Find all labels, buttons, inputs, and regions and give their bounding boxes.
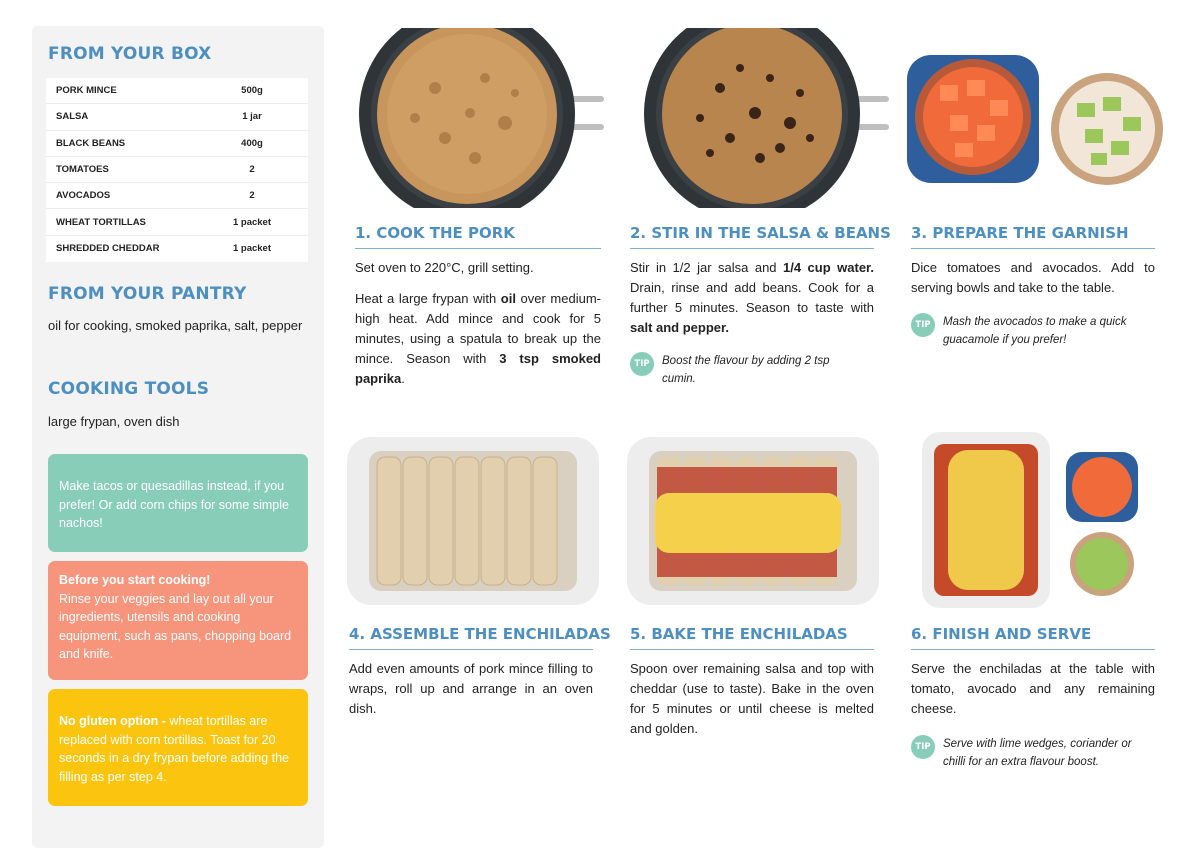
step-2-text-part: Stir in 1/2 jar salsa and — [630, 260, 784, 275]
before-cooking-note — [48, 561, 308, 680]
step-4-text — [349, 659, 593, 730]
before-cooking-heading: Before you start cooking! — [59, 573, 211, 587]
step-1-text — [355, 258, 601, 400]
gluten-note — [48, 689, 308, 806]
step-3-para-1: Dice tomatoes and avocados. Add to serving bowls and take to the table. — [911, 260, 1155, 295]
step-1-text-part: . — [401, 371, 405, 386]
tip-badge-icon: TIP — [911, 735, 935, 759]
step-6-title: 6. FINISH AND SERVE — [911, 625, 1155, 650]
ingredient-name: AVOCADOS — [56, 190, 111, 202]
step-2-title: 2. STIR IN THE SALSA & BEANS — [630, 224, 874, 249]
step-4-para-1: Add even amounts of pork mince filling to wraps, roll up and arrange in an oven dish. — [349, 661, 593, 716]
finished-enchiladas-photo — [920, 430, 1145, 610]
ingredient-name: SHREDDED CHEDDAR — [56, 243, 160, 255]
pantry-title: FROM YOUR PANTRY — [48, 284, 247, 304]
step-5-para-1: Spoon over remaining salsa and top with cheddar (use to taste). Bake in the oven for 5 minutes or until cheese is melted and golden. — [630, 661, 874, 736]
rolled-enchiladas-photo — [345, 437, 605, 607]
variation-note — [48, 454, 308, 552]
step-6-text — [911, 659, 1155, 730]
ingredients-table — [46, 78, 308, 262]
ingredient-qty: 2 — [249, 190, 255, 202]
ingredient-row — [46, 104, 308, 130]
ingredient-row — [46, 78, 308, 104]
ingredient-name: BLACK BEANS — [56, 137, 126, 149]
step-3-text — [911, 258, 1155, 309]
garnish-bowls-photo — [905, 45, 1165, 195]
step-2-bold-seasoning: salt and pepper. — [630, 320, 729, 335]
gluten-note-heading: No gluten option - — [59, 714, 166, 728]
step-6-tip — [911, 735, 1155, 771]
ingredient-row — [46, 131, 308, 157]
ingredient-name: WHEAT TORTILLAS — [56, 216, 146, 228]
step-3-title: 3. PREPARE THE GARNISH — [911, 224, 1155, 249]
tools-text: large frypan, oven dish — [48, 414, 180, 429]
tip-badge-icon: TIP — [630, 352, 654, 376]
baked-enchiladas-photo — [625, 437, 885, 607]
step-6-para-1: Serve the enchiladas at the table with tomato, avocado and any remaining cheese. — [911, 661, 1155, 716]
step-1-bold-paprika: 3 tsp smoked paprika — [355, 351, 601, 386]
step-2-para-1 — [630, 258, 874, 338]
tip-badge-icon: TIP — [911, 313, 935, 337]
step-5-title: 5. BAKE THE ENCHILADAS — [630, 625, 874, 650]
step-1-text-part: over medium-high heat. Add mince and cook for 5 minutes, using a spatula to break up the mince. Season with — [355, 291, 602, 366]
ingredient-qty: 500g — [241, 85, 263, 97]
step-3-tip-text: Mash the avocados to make a quick guacamole if you prefer! — [943, 316, 1127, 346]
ingredient-row — [46, 236, 308, 262]
ingredient-row — [46, 157, 308, 183]
salsa-beans-frypan-photo — [640, 28, 892, 208]
ingredient-qty: 400g — [241, 137, 263, 149]
before-cooking-text: Rinse your veggies and lay out all your ingredients, utensils and cooking equipment, such as pans, chopping board and knife. — [59, 591, 292, 661]
ingredient-name: TOMATOES — [56, 164, 109, 176]
step-2-bold-water: 1/4 cup water. — [783, 260, 874, 275]
ingredient-qty: 1 packet — [232, 216, 272, 228]
sidebar — [32, 26, 324, 848]
step-1-text-part: Heat a large frypan with — [355, 291, 501, 306]
ingredient-row — [46, 183, 308, 209]
box-title: FROM YOUR BOX — [48, 44, 212, 64]
pantry-text: oil for cooking, smoked paprika, salt, pepper — [48, 318, 303, 333]
step-1-bold-oil: oil — [500, 291, 516, 306]
ingredient-qty: 2 — [249, 164, 255, 176]
ingredient-qty: 1 packet — [232, 243, 272, 255]
step-6-tip-text: Serve with lime wedges, coriander or chilli for an extra flavour boost. — [943, 738, 1132, 768]
step-2-text — [630, 258, 874, 349]
ingredient-name: PORK MINCE — [56, 85, 117, 97]
step-4-title: 4. ASSEMBLE THE ENCHILADAS — [349, 625, 593, 650]
step-2-text-part: Drain, rinse and add beans. Cook for a further 5 minutes. Season to taste with — [630, 280, 874, 315]
pork-frypan-photo — [355, 28, 607, 208]
step-1-title: 1. COOK THE PORK — [355, 224, 601, 249]
gluten-note-text: wheat tortillas are replaced with corn tortillas. Toast for 20 seconds in a dry frypan before adding the filling as per step 4. — [59, 714, 290, 784]
tools-title: COOKING TOOLS — [48, 379, 210, 399]
step-5-text — [630, 659, 874, 750]
ingredient-name: SALSA — [56, 111, 89, 123]
ingredient-row — [46, 209, 308, 235]
ingredient-qty: 1 jar — [242, 111, 262, 123]
step-1-para-1: Set oven to 220°C, grill setting. — [355, 260, 534, 275]
step-2-tip — [630, 352, 874, 388]
step-1-para-2 — [355, 289, 601, 389]
variation-note-text: Make tacos or quesadillas instead, if you prefer! Or add corn chips for some simple nachos! — [59, 479, 289, 530]
step-3-tip — [911, 313, 1155, 349]
step-2-tip-text: Boost the flavour by adding 2 tsp cumin. — [662, 355, 830, 385]
